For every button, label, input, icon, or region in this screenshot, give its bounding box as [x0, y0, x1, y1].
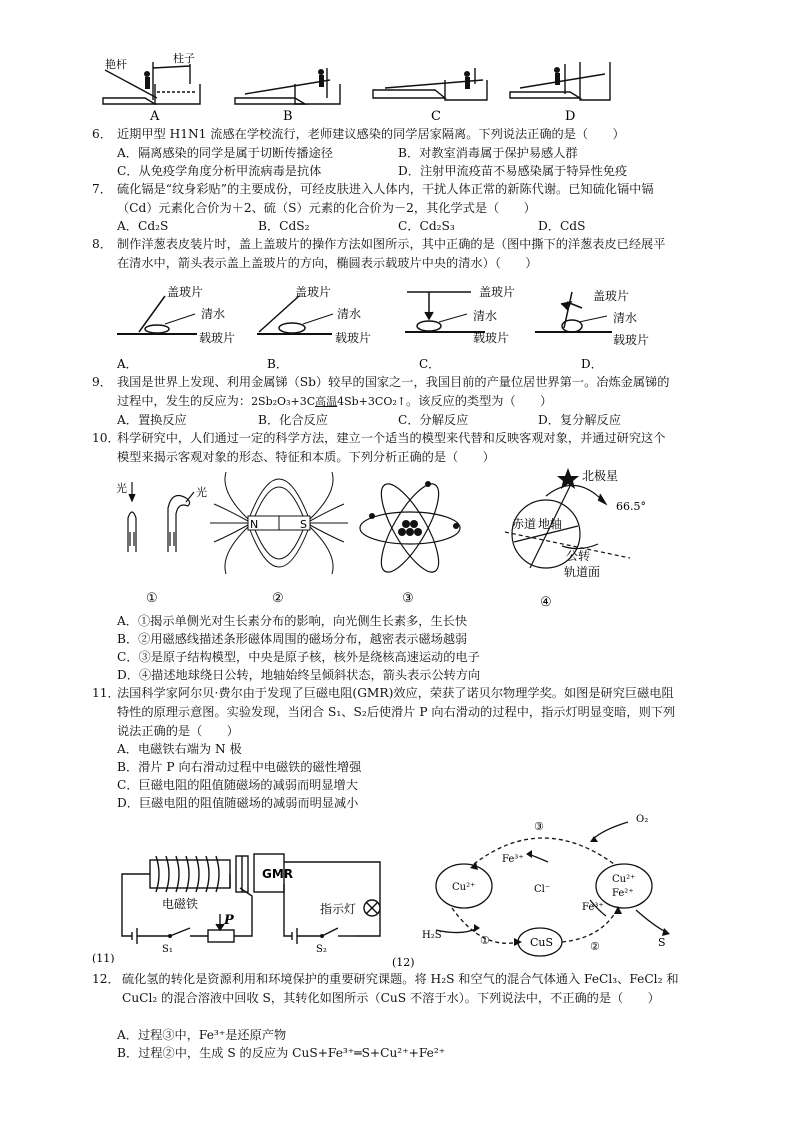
- process-1: ①: [480, 934, 490, 947]
- fig-num-2: ②: [272, 591, 284, 606]
- question-number: 6．: [92, 127, 112, 141]
- coverslip-diagram: [117, 282, 677, 372]
- label-cus: CuS: [530, 936, 554, 949]
- question-7: [92, 180, 677, 218]
- gmr-circuit-figure: [92, 828, 392, 963]
- label-water-a: 清水: [201, 307, 226, 321]
- option-b: B．滑片 P 向右滑动过程中电磁铁的磁性增强: [117, 760, 362, 774]
- label-polaris: 北极星: [582, 469, 619, 483]
- equation-right: 4Sb+3CO₂↑: [337, 395, 406, 408]
- option-a: A．Cd₂S: [117, 219, 169, 233]
- option-a: A．隔离感染的同学是属于切断传播途径: [117, 146, 333, 160]
- label-light-2: 光: [196, 486, 207, 499]
- label-fe3-mid: Fe³⁺: [582, 902, 604, 913]
- label-slide-d: 载玻片: [613, 333, 650, 347]
- option-c: C．巨磁电阻的阻值随磁场的减弱而明显增大: [117, 778, 358, 792]
- fig-option-c: C: [431, 109, 441, 124]
- fig-option-a: A．: [117, 357, 138, 371]
- question-stem: 法国科学家阿尔贝·费尔由于发现了巨磁电阻(GMR)效应，荣获了诺贝尔物理学奖。如图是研究巨磁电阻特性的原理示意图。实验发现，当闭合 S₁、S₂后使滑片 P 向右滑动的过程中，指示灯明显变暗，则下列说法正确的是（ ）: [117, 686, 676, 738]
- label-cl: Cl⁻: [534, 884, 551, 895]
- question-stem: 近期甲型 H1N1 流感在学校流行，老师建议感染的同学居家隔离。下列说法正确的是（ ）: [117, 127, 625, 141]
- label-s: S: [658, 936, 666, 949]
- option-a: A．置换反应: [117, 413, 187, 427]
- question-stem: 科学研究中，人们通过一定的科学方法，建立一个适当的模型来代替和反映客观对象，并通过研究这个模型来揭示客观对象的形态、特征和本质。下列分析正确的是（ ）: [117, 431, 666, 464]
- option-c: C．从免疫学角度分析甲流病毒是抗体: [117, 164, 322, 178]
- option-b: B．化合反应: [258, 413, 328, 427]
- question-stem: 硫化镉是“纹身彩贴”的主要成份，可经皮肤进入人体内，干扰人体正常的新陈代谢。已知硫化镉中镉（Cd）元素化合价为＋2、硫（S）元素的化合价为－2，其化学式是（ ）: [117, 182, 654, 215]
- question-number: 7．: [92, 182, 112, 196]
- fig-num-1: ①: [146, 591, 158, 606]
- label-water-d: 清水: [613, 311, 638, 325]
- label-angle: 66.5°: [616, 500, 646, 513]
- label-slide-b: 载玻片: [335, 331, 372, 345]
- label-fe2-right: Fe²⁺: [612, 888, 634, 899]
- label-coverslip-d: 盖玻片: [593, 289, 630, 303]
- magnet-figure: [210, 472, 348, 574]
- fig-label-11: (11): [92, 952, 115, 963]
- label-h2s: H₂S: [422, 930, 442, 941]
- option-c: C．分解反应: [398, 413, 469, 427]
- label-orbit-plane: 轨道面: [564, 565, 601, 579]
- option-d: D．巨磁电阻的阻值随磁场的减弱而明显减小: [117, 796, 359, 810]
- question-stem: 我国是世界上发现、利用金属锑（Sb）较早的国家之一，我国目前的产量位居世界第一。冶炼金属锑的过程中，发生的反应为：: [117, 375, 670, 408]
- question-number: 8．: [92, 237, 112, 251]
- fig-option-c: C．: [419, 357, 441, 371]
- label-water-b: 清水: [337, 307, 362, 321]
- label-slide-a: 载玻片: [199, 331, 236, 345]
- question-number: 12．: [92, 972, 120, 986]
- option-b: B．②用磁感线描述条形磁体周围的磁场分布，越密表示磁场越弱: [117, 632, 468, 646]
- label-light-1: 光: [116, 482, 127, 495]
- label-indicator-lamp: 指示灯: [320, 902, 357, 916]
- option-d: D．复分解反应: [538, 413, 621, 427]
- option-a: A．①揭示单侧光对生长素分布的影响，向光侧生长素多，生长快: [117, 614, 468, 628]
- label-gan: 艳杆: [105, 58, 127, 71]
- label-revolution: 公转: [566, 549, 591, 563]
- fig-label-12: (12): [392, 956, 415, 969]
- option-b: B．对教室消毒属于保护易感人群: [398, 146, 578, 160]
- equation-left: 2Sb₂O₃+3C: [251, 395, 316, 408]
- label-equator: 赤道: [512, 517, 537, 531]
- fig-num-3: ③: [402, 591, 414, 606]
- process-3: ③: [534, 820, 544, 833]
- sulfur-cycle-figure: [392, 810, 692, 970]
- label-slide-c: 载玻片: [473, 331, 510, 345]
- option-d: D．CdS: [538, 219, 586, 233]
- question-stem: 制作洋葱表皮装片时，盖上盖玻片的操作方法如图所示，其中正确的是（图中撕下的洋葱表皮已经展平在清水中，箭头表示盖上盖玻片的方向，椭圆表示载玻片中央的清水）（ ）: [117, 237, 666, 270]
- coverslip-figures: [117, 282, 677, 372]
- model-figures: [110, 462, 670, 612]
- fig-option-b: B．: [267, 357, 288, 371]
- sulfur-cycle: [392, 810, 692, 970]
- label-slider-p: P: [224, 913, 234, 928]
- label-coverslip-b: 盖玻片: [295, 285, 332, 299]
- question-11: [92, 684, 677, 741]
- option-a: A．过程③中，Fe³⁺是还原产物: [117, 1028, 287, 1042]
- label-s2: S₂: [316, 944, 327, 955]
- gmr-circuit: [92, 828, 392, 963]
- magnet-s: S: [300, 518, 307, 531]
- option-b: B．过程②中，生成 S 的反应为 CuS+Fe³⁺═S+Cu²⁺+Fe²⁺: [117, 1046, 446, 1060]
- label-water-c: 清水: [473, 309, 498, 323]
- question-number: 11．: [92, 686, 120, 700]
- option-d: D．注射甲流疫苗不易感染属于特异性免疫: [398, 164, 628, 178]
- top-figure: [95, 40, 635, 125]
- question-12: [92, 970, 684, 1008]
- question-number: 9．: [92, 375, 112, 389]
- label-zhu: 柱子: [173, 52, 195, 65]
- fig-num-4: ④: [540, 595, 552, 610]
- label-cu2-left: Cu²⁺: [452, 882, 476, 893]
- fig-option-b: B: [283, 109, 293, 124]
- label-o2: O₂: [636, 814, 649, 825]
- plant-figure: [128, 482, 194, 552]
- label-fe3-top: Fe³⁺: [502, 854, 524, 865]
- label-cu2-right: Cu²⁺: [612, 874, 636, 885]
- option-d: D．④描述地球绕日公转，地轴始终呈倾斜状态，箭头表示公转方向: [117, 668, 481, 682]
- boat-diagram: [95, 40, 635, 125]
- fig-option-d: D．: [581, 357, 603, 371]
- magnet-n: N: [250, 518, 259, 531]
- option-c: C．Cd₂S₃: [398, 219, 455, 233]
- option-c: C．③是原子结构模型，中央是原子核，核外是绕核高速运动的电子: [117, 650, 480, 664]
- label-coverslip-a: 盖玻片: [167, 285, 204, 299]
- option-b: B．CdS₂: [258, 219, 310, 233]
- models-diagram: [110, 462, 670, 612]
- process-2: ②: [590, 940, 600, 953]
- question-stem: 硫化氢的转化是资源利用和环境保护的重要研究课题。将 H₂S 和空气的混合气体通入 FeCl₃、FeCl₂ 和 CuCl₂ 的混合溶液中回收 S，其转化如图所示（CuS 不溶于水）。下列说法中，不正确的是（ ）: [122, 972, 679, 1005]
- fig-option-a: A: [150, 109, 160, 124]
- question-8: [92, 235, 677, 273]
- option-a: A．电磁铁右端为 N 极: [117, 742, 242, 756]
- label-gmr: GMR: [262, 867, 294, 881]
- label-coverslip-c: 盖玻片: [479, 285, 516, 299]
- equation-condition: 高温: [315, 395, 338, 408]
- question-stem-end: 。该反应的类型为（ ）: [405, 394, 553, 408]
- question-9: [92, 373, 677, 411]
- question-6: [92, 125, 677, 144]
- label-s1: S₁: [162, 944, 173, 955]
- label-axis: 地轴: [538, 517, 563, 531]
- fig-option-d: D: [565, 109, 576, 124]
- question-number: 10．: [92, 431, 120, 445]
- label-electromagnet: 电磁铁: [162, 897, 199, 911]
